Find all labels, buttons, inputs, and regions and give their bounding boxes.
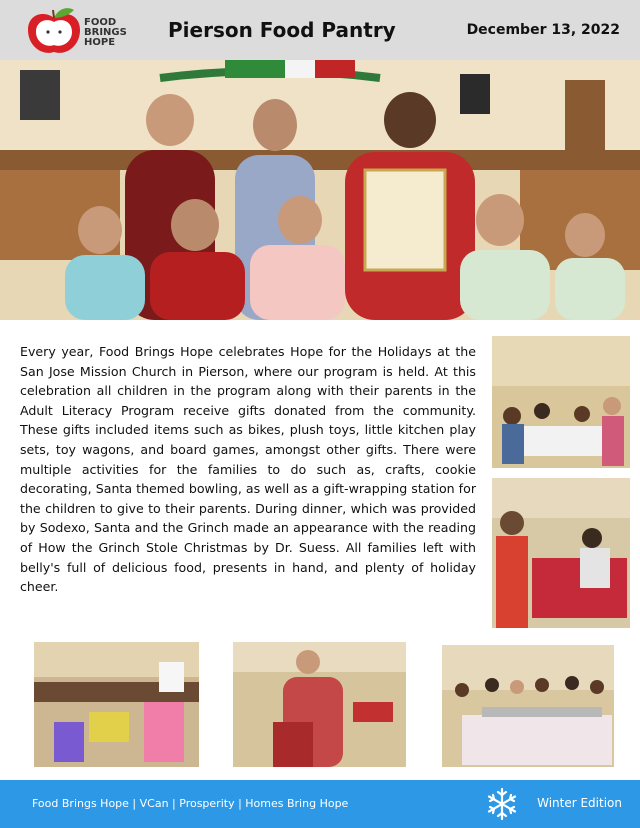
logo-word-brings: BRINGS <box>84 27 127 38</box>
page-title: Pierson Food Pantry <box>168 18 396 42</box>
santa-grinch-photo <box>233 642 406 767</box>
cookie-decorating-photo <box>492 478 630 628</box>
page-footer <box>0 780 640 828</box>
footer-program-links: Food Brings Hope | VCan | Prosperity | Homes Bring Hope <box>32 797 349 810</box>
snowflake-icon <box>484 786 520 822</box>
gifts-table-photo <box>34 642 199 767</box>
logo-word-hope: HOPE <box>84 37 116 48</box>
main-group-photo <box>0 60 640 320</box>
edition-label: Winter Edition <box>537 796 622 810</box>
logo-word-food: FOOD <box>84 17 117 28</box>
article-body: Every year, Food Brings Hope celebrates Hope for the Holidays at the San Jose Mission Church in Pierson, where our program is held. At this celebration all children in the program along with their parents in the Adult Literacy Program receive gifts donated from the community. These gifts included items such as bikes, plush toys, little kitchen play sets, toy wagons, and board games, amongst other gifts. There were multiple activities for the families to do such as, crafts, cookie decorating, Santa themed bowling, as well as a gift-wrapping station for the children to give to their parents. During dinner, which was provided by Sodexo, Santa and the Grinch made an appearance with the reading of How the Grinch Stole Christmas by Dr. Suess. All families left with belly's full of delicious food, presents in hand, and plenty of holiday cheer. <box>20 344 476 595</box>
logo-wordmark <box>84 18 127 48</box>
issue-date: December 13, 2022 <box>466 22 620 38</box>
page-header <box>0 0 640 60</box>
food-brings-hope-logo <box>24 4 134 58</box>
dinner-hall-photo <box>492 336 630 468</box>
volunteers-buffet-photo <box>442 645 614 767</box>
apple-icon <box>24 4 84 58</box>
